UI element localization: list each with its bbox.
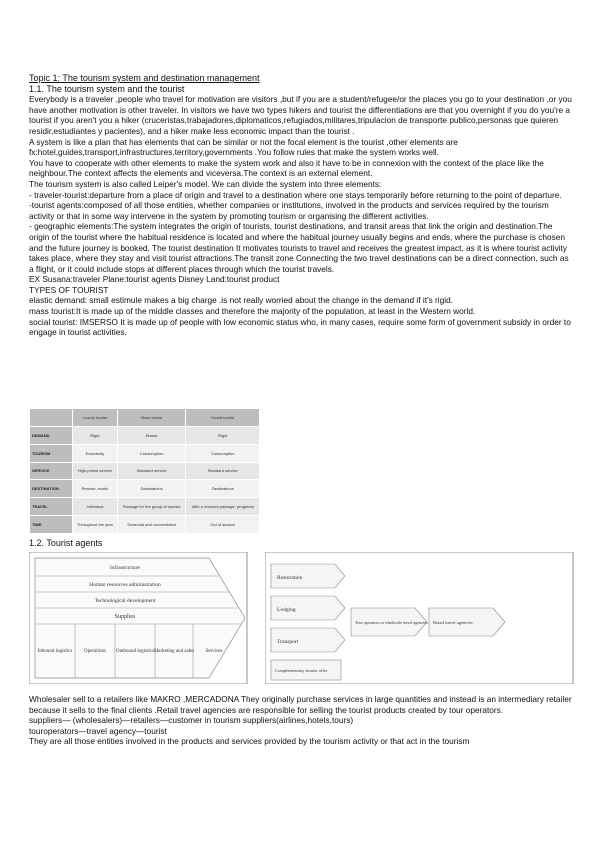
vc-row-label: Human resources administration [89, 582, 161, 588]
table-cell: Destinations [186, 480, 260, 498]
table-row [30, 480, 260, 498]
flow-input-label: Transport [277, 639, 299, 645]
paragraph: suppliers— (wholesalers)—retailers—customer in tourism suppliers(airlines,hotels,tours) [29, 715, 354, 726]
topic-title: Topic 1: The tourism system and destination management [29, 73, 260, 83]
paragraph: A system is like a plan that has elements that can be similar or not the focal element is the tourist ,other elements are fx:hotel,guides,transport,infrastructures,territory,governments .You follow rules that make the system works well. [29, 136, 458, 158]
vc-column-label: Services [205, 649, 223, 654]
vc-column-label: Marketing and sales [153, 649, 195, 654]
paragraph: touroperators—travel agency—tourist [29, 725, 167, 736]
section-heading-block [29, 538, 574, 549]
paragraph: elastic demand: small estimule makes a big charge .is not really worried about the change in the demand if it's rigid. [29, 295, 454, 306]
paragraph: social tourist: IMSERSO It is made up of people with low economic status who, in many cases, require some form of government subsidy in order to engage in tourist activities. [29, 316, 571, 338]
table-cell: Seasonal and concentrated [117, 516, 186, 534]
table-cell: Throughout the year [73, 516, 118, 534]
paragraph: - geographic elements:The system integrates the origin of tourists, tourist destinations, and transit areas that link the origin and destination.The origin of the tourist where the habitual residence is located and where the habitual journey usually begins and ends, where the purchase is chosen and the future journey is booked. The tourist destination It motivates tourists to travel and receives the greatest impact, as it is where tourist activity takes place, where they stay and visit tourist attractions.The transit zone Connecting the two travel destinations can be a direct connection, such as a flight, or it could include stops at different places through which the tourist travels. [29, 221, 569, 274]
table-cell: Rigid [73, 426, 118, 444]
vc-row-label: Infrastructure [110, 565, 140, 571]
section-heading-1-2: 1.2. Tourist agents [29, 538, 103, 548]
table-row [30, 462, 260, 480]
example-line: EX Susana:traveler Plane:tourist agents Disney Land:tourist product [29, 274, 280, 285]
types-heading: TYPES OF TOURIST [29, 284, 109, 295]
tourism-flow-diagram [265, 552, 575, 684]
flow-middle-label: Tour operators or wholesale travel agencies [355, 620, 428, 625]
section-heading-1-1: 1.1. The tourism system and the tourist [29, 83, 185, 94]
table-cell: Consumption [117, 444, 186, 462]
table-cell: Rigid [186, 426, 260, 444]
table-cell: With a reduced package, programs [186, 498, 260, 516]
table-cell: Consumption [186, 444, 260, 462]
table-header-cell: Social tourist [186, 409, 260, 427]
value-chain-diagram [29, 552, 255, 684]
table-corner-cell [30, 409, 73, 427]
flow-input-label: Restoration [277, 575, 303, 581]
table-row [30, 498, 260, 516]
flow-input-label: Complementary tourist offer [275, 668, 328, 673]
flow-input-label: Lodging [277, 607, 296, 613]
table-cell: Package for the group of tourists [117, 498, 186, 516]
vc-row-label: Technological development [94, 598, 156, 604]
table-cell: Out of season [186, 516, 260, 534]
vc-column-label: Outbound logistics [116, 649, 154, 654]
row-label: SERVICE [30, 462, 73, 480]
paragraph: They are all those entities involved in the products and services provided by the tourism activity or that act in the tourism [29, 736, 470, 747]
vc-column-label: Inbound logistics [37, 649, 73, 654]
row-label: DEMAND [30, 426, 73, 444]
table-header-row [30, 409, 260, 427]
table-cell: High-priced service [73, 462, 118, 480]
tourist-types-table [29, 408, 260, 534]
table-header-cell: Luxury tourist [73, 409, 118, 427]
vc-row-label: Supplies [114, 614, 136, 620]
row-label: TRAVEL [30, 498, 73, 516]
row-label: DESTINATION [30, 480, 73, 498]
row-label: TOURISM [30, 444, 73, 462]
table-header-cell: Mass tourist [117, 409, 186, 427]
paragraph: Wholesaler sell to a retailers like MAKRO ,MERCADONA They originally purchase services in large quantities and instead is an intermediary retailer because it sells to the final clients .Retail travel agencies are responsible for selling the tourist products created by tour operators. [29, 694, 572, 715]
table-cell: Exclusivity [73, 444, 118, 462]
paragraph: Everybody is a traveler ,people who travel for motivation are visitors ,but if you are a student/refugee/or the places you go to your destination ,or you have another motivation is other traveler. In visitors we have two types hikers and tourist the differentiations are that you overnight if you do you're a tourist if you aren't you a hiker (cruceristas,trabajadores,diplomaticos,refugiados,militares,tripulacion de transporte publico,personas que quieren residir,estudiantes y pacientes), and a hiker make less economic impact than the tourist . [29, 94, 572, 136]
paragraph: You have to cooperate with other elements to make the system work and also it have to be in connexion with the context of the place like the neighbour.The context affects the elements and viceversa.The context is an external element. [29, 157, 544, 179]
text-block-top [29, 73, 574, 338]
table-row [30, 444, 260, 462]
table-row [30, 426, 260, 444]
flow-end-label: Retail travel agencies [433, 620, 473, 625]
text-block-bottom [29, 694, 574, 747]
paragraph: -tourist agents:composed of all those entities, whether companies or institutions, involved in the products and services required by the tourism activity or that in some way intervene in the system by promoting tourism or organising the different activities. [29, 200, 549, 221]
table-cell: Standard service [117, 462, 186, 480]
table-cell: Destinations [117, 480, 186, 498]
row-label: TIME [30, 516, 73, 534]
table-cell: Elastic [117, 426, 186, 444]
table-row [30, 516, 260, 534]
vc-column-label: Operations [84, 649, 106, 654]
paragraph: - traveler-tourist:departure from a place of origin and travel to a destination where one stays temporarily before returning to the point of departure. [29, 189, 562, 200]
paragraph: The tourism system is also called Leiper's model. We can divide the system into three elements: [29, 178, 382, 189]
table-cell: Individual [73, 498, 118, 516]
paragraph: mass tourist:It is made up of the middle classes and therefore the majority of the population, at least in the Western world. [29, 306, 476, 317]
table-cell: Remote, exotic [73, 480, 118, 498]
table-cell: Standard service [186, 462, 260, 480]
